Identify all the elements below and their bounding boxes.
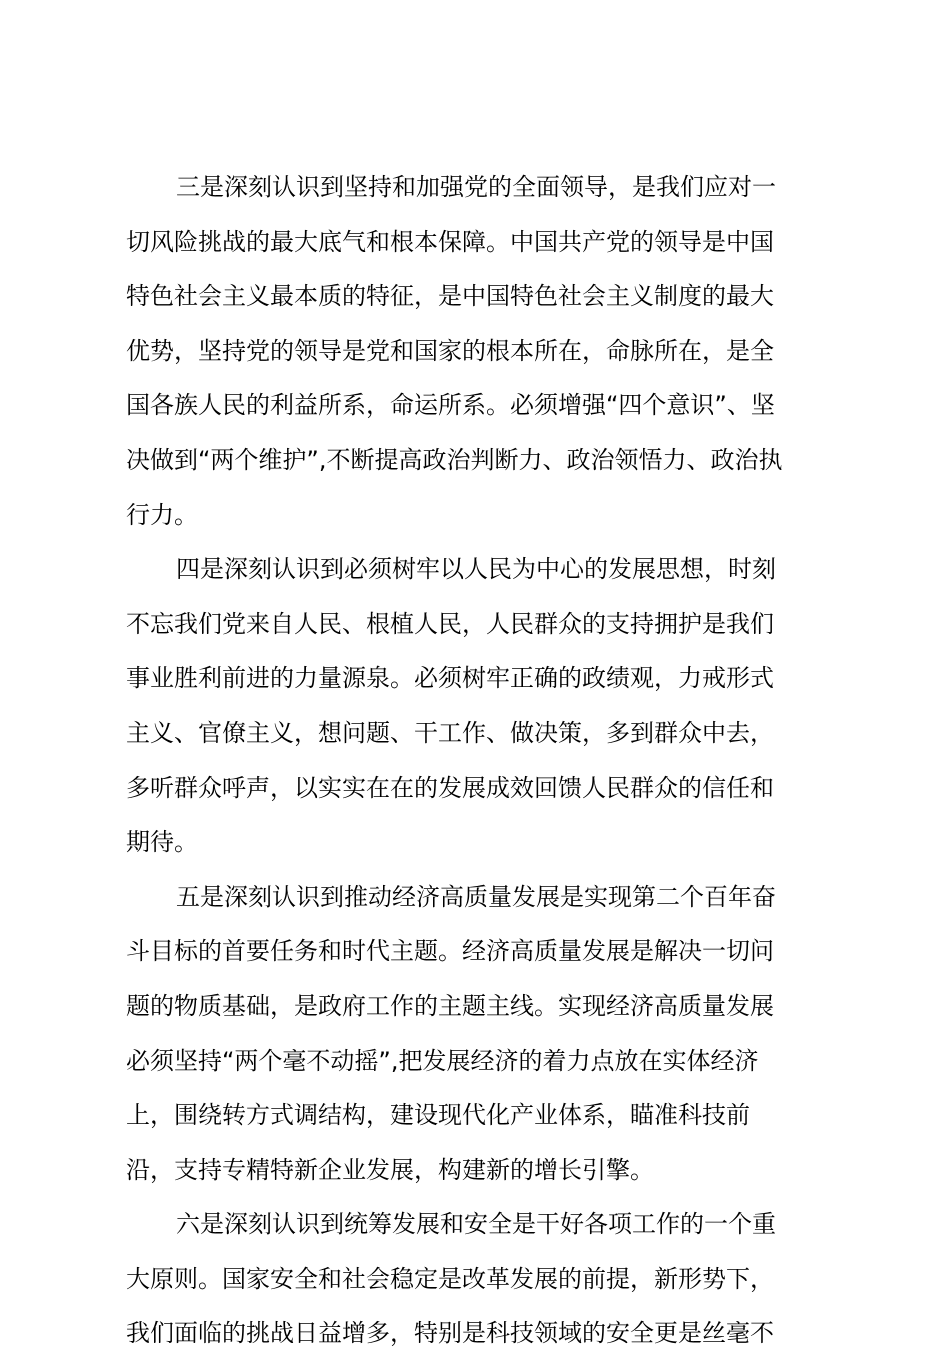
paragraph-5-line-3: 题的物质基础，是政府工作的主题主线。实现经济高质量发展 (126, 991, 774, 1020)
paragraph-5-line-4: 必须坚持“两个毫不动摇”,把发展经济的着力点放在实体经济 (126, 1046, 759, 1075)
paragraph-3-line-2: 切风险挑战的最大底气和根本保障。中国共产党的领导是中国 (126, 227, 774, 256)
paragraph-3-line-5: 国各族人民的利益所系，命运所系。必须增强“四个意识”、坚 (126, 391, 775, 420)
paragraph-5-line-5: 上，围绕转方式调结构，建设现代化产业体系，瞄准科技前 (126, 1101, 750, 1130)
paragraph-5-line-1: 五是深刻认识到推动经济高质量发展是实现第二个百年奋 (176, 882, 776, 911)
paragraph-4-line-5: 多听群众呼声，以实实在在的发展成效回馈人民群众的信任和 (126, 773, 774, 802)
paragraph-3-line-6: 决做到“两个维护”,不断提高政治判断力、政治领悟力、政治执 (126, 445, 783, 474)
paragraph-3-line-7: 行力。 (126, 500, 198, 529)
document-body (126, 160, 826, 1361)
paragraph-3-line-1: 三是深刻认识到坚持和加强党的全面领导，是我们应对一 (176, 173, 776, 201)
paragraph-3-line-3: 特色社会主义最本质的特征，是中国特色社会主义制度的最大 (126, 282, 774, 311)
paragraph-5-line-6: 沿，支持专精特新企业发展，构建新的增长引擎。 (126, 1155, 654, 1184)
paragraph-4-line-3: 事业胜利前进的力量源泉。必须树牢正确的政绩观，力戒形式 (126, 664, 774, 693)
paragraph-4-line-2: 不忘我们党来自人民、根植人民，人民群众的支持拥护是我们 (126, 609, 774, 638)
paragraph-4-line-4: 主义、官僚主义，想问题、干工作、做决策，多到群众中去， (126, 718, 774, 747)
paragraph-3-line-4: 优势，坚持党的领导是党和国家的根本所在，命脉所在，是全 (126, 336, 774, 365)
paragraph-6-line-3: 我们面临的挑战日益增多，特别是科技领域的安全更是丝毫不 (126, 1319, 774, 1348)
paragraph-4-line-6: 期待。 (126, 828, 198, 857)
paragraph-6-line-1: 六是深刻认识到统筹发展和安全是干好各项工作的一个重 (176, 1210, 776, 1239)
paragraph-5-line-2: 斗目标的首要任务和时代主题。经济高质量发展是解决一切问 (126, 937, 774, 966)
paragraph-6-line-2: 大原则。国家安全和社会稳定是改革发展的前提，新形势下， (126, 1264, 774, 1293)
paragraph-4-line-1: 四是深刻认识到必须树牢以人民为中心的发展思想，时刻 (176, 555, 776, 584)
